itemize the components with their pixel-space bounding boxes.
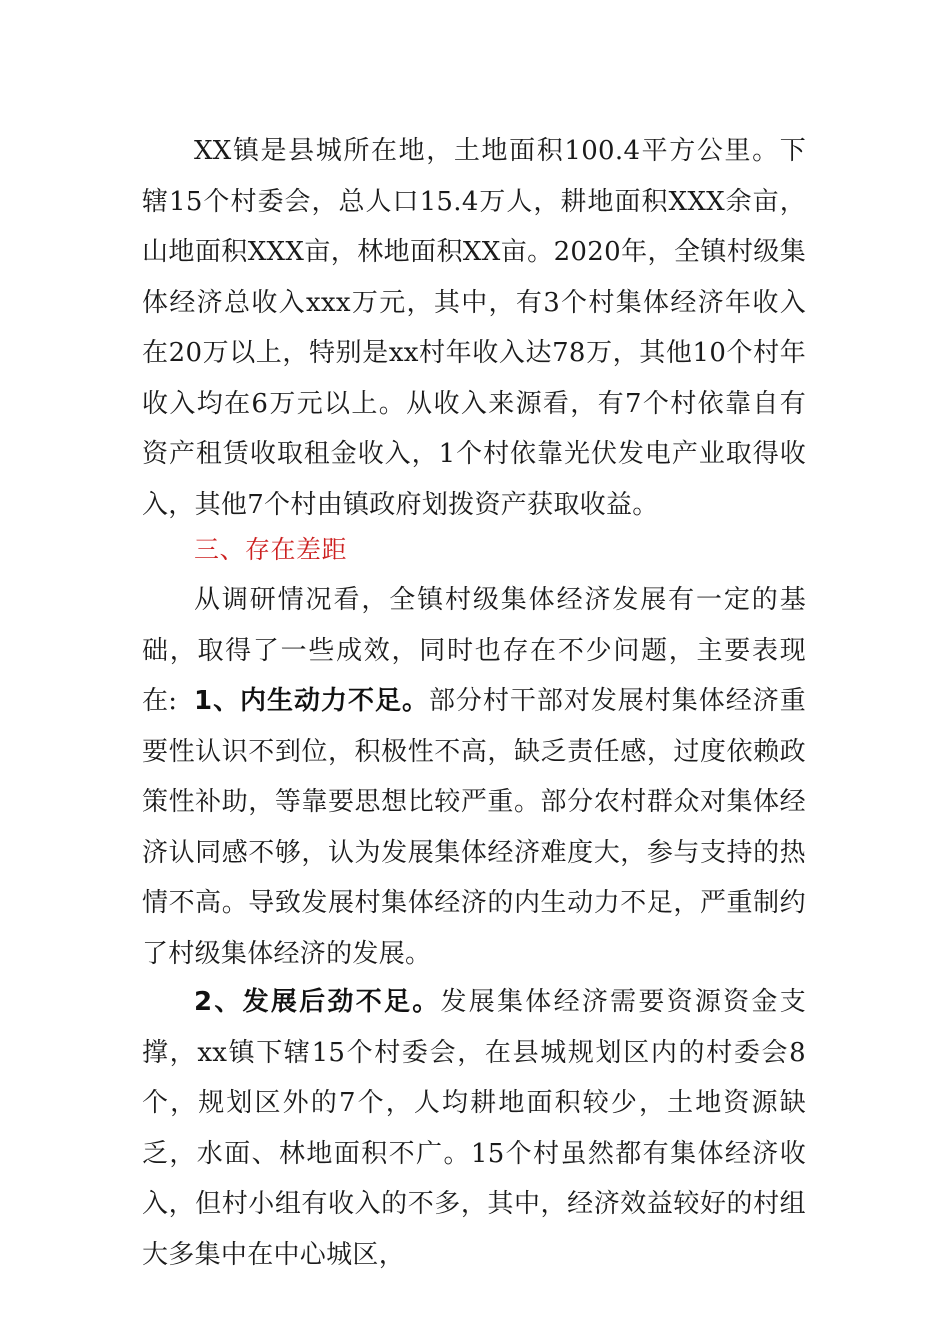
intro-paragraph: XX镇是县城所在地，土地面积100.4平方公里。下辖15个村委会，总人口15.4万人，耕地面积XXX余亩，山地面积XXX亩，林地面积XX亩。2020年，全镇村级集体经济总收入xxx万元，其中，有3个村集体经济年收入在20万以上，特别是xx村年收入达78万，其他10个村年收入均在6万元以上。从收入来源看，有7个村依靠自有资产租赁收取租金收入，1个村依靠光伏发电产业取得收入，其他7个村由镇政府划拨资产获取收益。 <box>142 136 806 520</box>
issue-item-2-body: 发展集体经济需要资源资金支撑，xx镇下辖15个村委会，在县城规划区内的村委会8个，规划区外的7个，人均耕地面积较少，土地资源缺乏，水面、林地面积不广。15个村虽然都有集体经济收入，但村小组有收入的不多，其中，经济效益较好的村组大多集中在中心城区， <box>142 987 806 1270</box>
summary-paragraph: 从调研情况看，全镇村级集体经济发展有一定的基础，取得了一些成效，同时也存在不少问题，主要表现在: <box>142 585 806 716</box>
issue-item-2-title: 2、发展后劲不足。 <box>194 987 441 1017</box>
issue-item-1-body: 部分村干部对发展村集体经济重要性认识不到位，积极性不高，缺乏责任感，过度依赖政策性补助，等靠要思想比较严重。部分农村群众对集体经济认同感不够，认为发展集体经济难度大，参与支持的热情不高。导致发展村集体经济的内生动力不足，严重制约了村级集体经济的发展。 <box>142 686 807 969</box>
section-heading: 三、存在差距 <box>194 535 348 564</box>
issue-item-2 <box>142 977 806 1280</box>
issue-item-1 <box>142 676 806 979</box>
issue-item-1-title: 1、内生动力不足。 <box>194 686 429 716</box>
